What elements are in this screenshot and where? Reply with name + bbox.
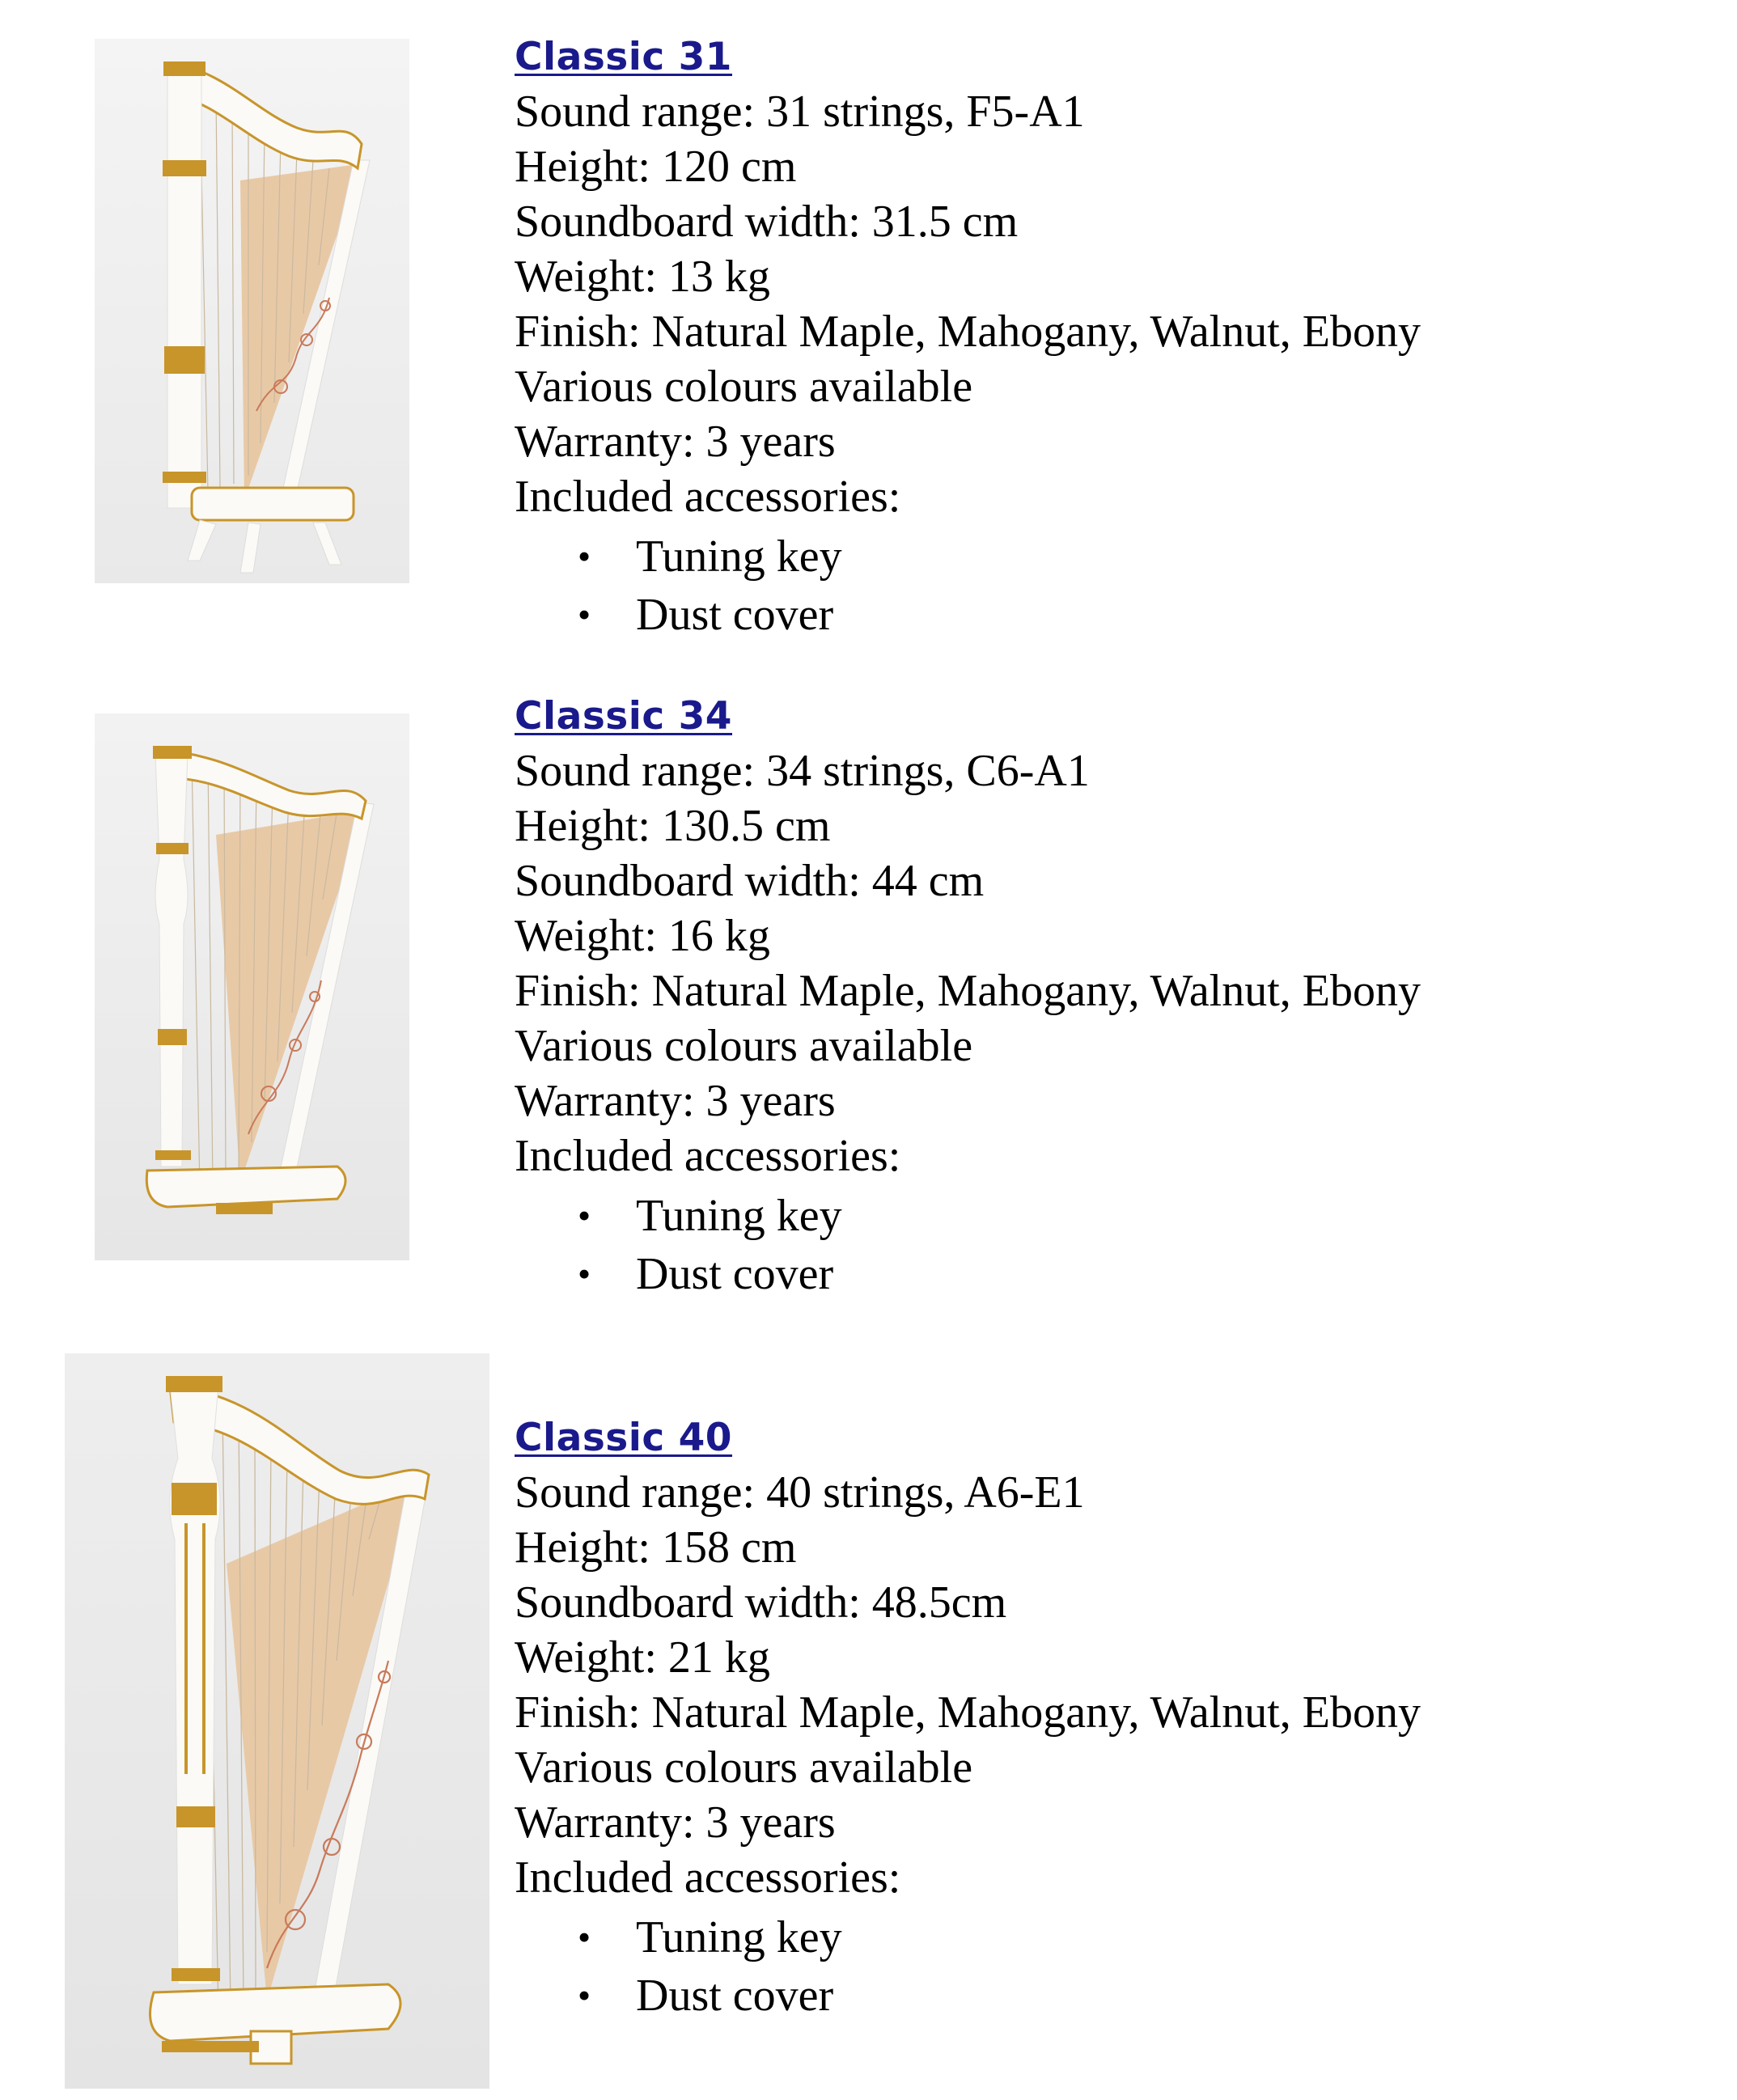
accessories-label: Included accessories: xyxy=(515,1852,901,1903)
accessory-label: Tuning key xyxy=(636,1191,842,1241)
bullet-icon: • xyxy=(578,594,591,635)
warranty: Warranty: 3 years xyxy=(515,417,836,467)
sound-range: Sound range: 34 strings, C6-A1 xyxy=(515,746,1090,796)
height: Height: 158 cm xyxy=(515,1522,797,1573)
finish: Finish: Natural Maple, Mahogany, Walnut, Ebony xyxy=(515,1687,1421,1738)
weight: Weight: 13 kg xyxy=(515,252,770,302)
bullet-icon: • xyxy=(578,536,591,577)
warranty: Warranty: 3 years xyxy=(515,1797,836,1848)
product-title-link[interactable]: Classic 34 xyxy=(515,694,733,739)
product-spec-classic-31 xyxy=(515,31,1688,644)
bullet-icon: • xyxy=(578,1916,591,1958)
list-item xyxy=(515,586,1688,644)
product-title-link[interactable]: Classic 31 xyxy=(515,35,733,79)
product-title-link[interactable]: Classic 40 xyxy=(515,1416,733,1460)
accessory-label: Dust cover xyxy=(636,1249,834,1299)
harp-photo-classic-40 xyxy=(65,1353,489,2089)
list-item xyxy=(515,1967,1688,2025)
bullet-icon: • xyxy=(578,1253,591,1294)
sound-range: Sound range: 40 strings, A6-E1 xyxy=(515,1467,1085,1518)
soundboard-width: Soundboard width: 31.5 cm xyxy=(515,197,1019,247)
weight: Weight: 16 kg xyxy=(515,911,770,961)
colours: Various colours available xyxy=(515,1742,973,1793)
sound-range: Sound range: 31 strings, F5-A1 xyxy=(515,87,1085,137)
finish: Finish: Natural Maple, Mahogany, Walnut, Ebony xyxy=(515,966,1421,1016)
list-item xyxy=(515,1187,1688,1245)
accessories-list xyxy=(515,1908,1688,2025)
accessory-label: Dust cover xyxy=(636,1971,834,2021)
height: Height: 130.5 cm xyxy=(515,801,831,851)
accessory-label: Dust cover xyxy=(636,590,834,640)
accessories-label: Included accessories: xyxy=(515,1131,901,1181)
accessory-label: Tuning key xyxy=(636,1912,842,1962)
bullet-icon: • xyxy=(578,1975,591,2016)
colours: Various colours available xyxy=(515,1021,973,1071)
accessories-list xyxy=(515,527,1688,644)
warranty: Warranty: 3 years xyxy=(515,1076,836,1126)
harp-photo-classic-34 xyxy=(95,713,409,1260)
list-item xyxy=(515,527,1688,586)
harp-photo-classic-31 xyxy=(95,39,409,583)
colours: Various colours available xyxy=(515,362,973,412)
list-item xyxy=(515,1245,1688,1303)
weight: Weight: 21 kg xyxy=(515,1632,770,1683)
height: Height: 120 cm xyxy=(515,142,797,192)
list-item xyxy=(515,1908,1688,1967)
product-spec-classic-40 xyxy=(515,1412,1688,2025)
finish: Finish: Natural Maple, Mahogany, Walnut, Ebony xyxy=(515,307,1421,357)
soundboard-width: Soundboard width: 44 cm xyxy=(515,856,985,906)
bullet-icon: • xyxy=(578,1195,591,1236)
product-spec-classic-34 xyxy=(515,690,1688,1303)
accessories-list xyxy=(515,1187,1688,1303)
soundboard-width: Soundboard width: 48.5cm xyxy=(515,1577,1007,1628)
accessory-label: Tuning key xyxy=(636,531,842,582)
accessories-label: Included accessories: xyxy=(515,472,901,522)
